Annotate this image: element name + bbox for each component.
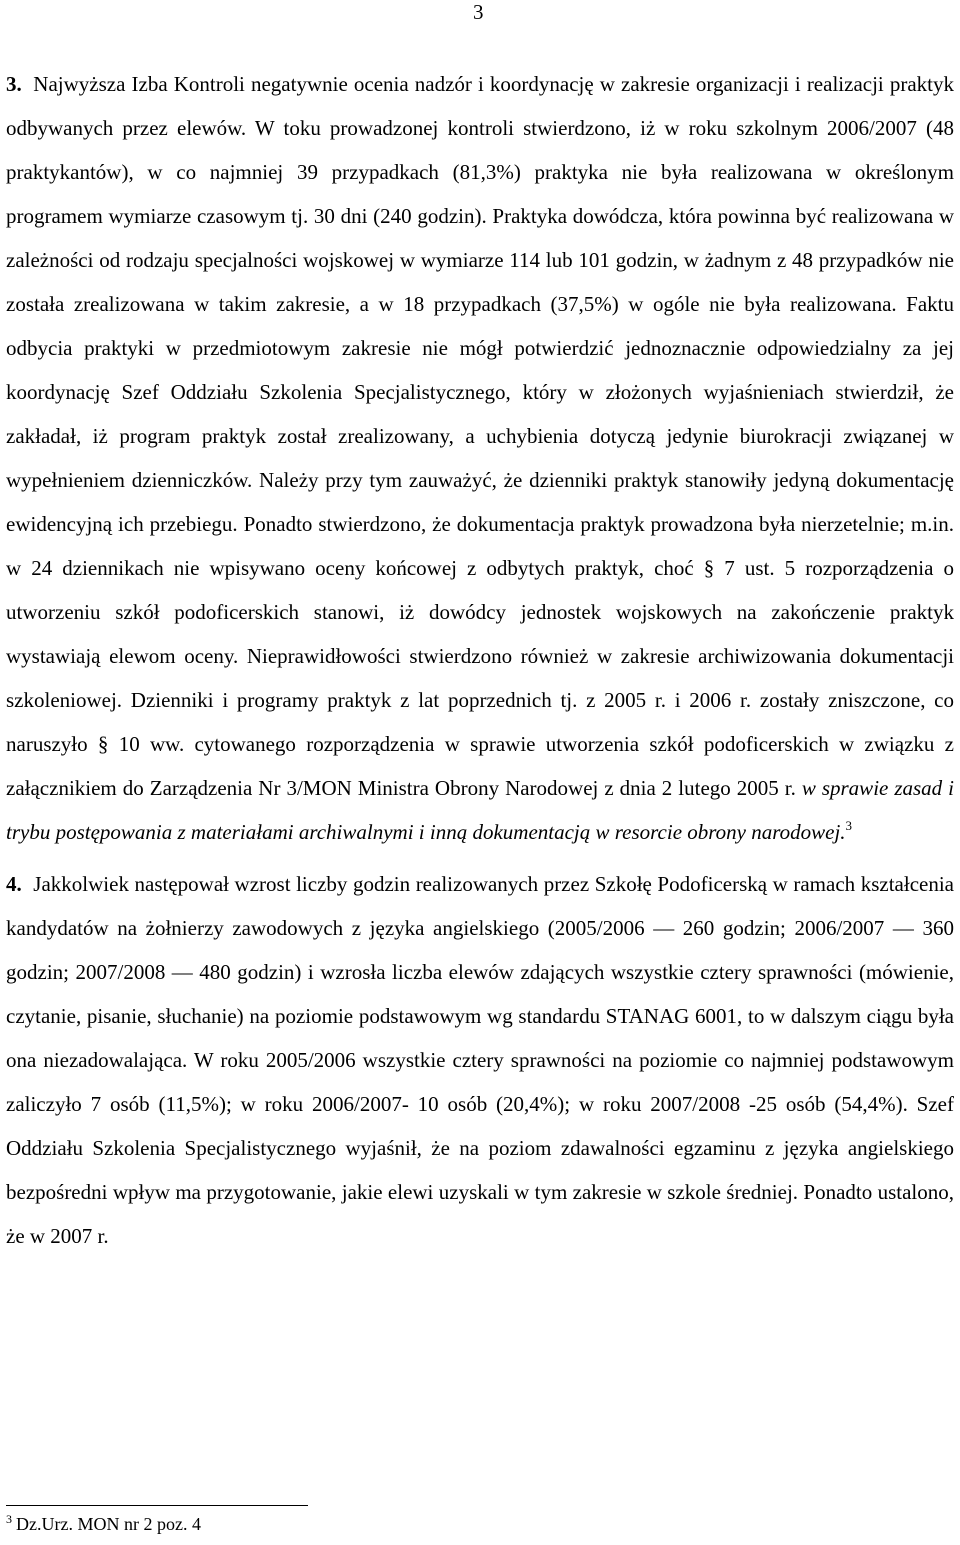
section-3-text: Najwyższa Izba Kontroli negatywnie ocenia nadzór i koordynację w zakresie organizacji i realizacji praktyk odbywanych przez elewów. W toku prowadzonej kontroli stwierdzono, iż w roku szkolnym 2006/2007 (48 praktykantów), w co najmniej 39 przypadkach (81,3%) praktyka nie była realizowana w określonym programem wymiarze czasowym tj. 30 dni (240 godzin). Praktyka dowódcza, która powinna być realizowana w zależności od rodzaju specjalności wojskowej w wymiarze 114 lub 101 godzin, w żadnym z 48 przypadków nie została zrealizowana w takim zakresie, a w 18 przypadkach (37,5%) w ogóle nie była realizowana. Faktu odbycia praktyki w przedmiotowym zakresie nie mógł potwierdzić jednoznacznie odpowiedzialny za jej koordynację Szef Oddziału Szkolenia Specjalistycznego, który w złożonych wyjaśnieniach stwierdził, że zakładał, iż program praktyk został zrealizowany, a uchybienia dotyczą jedynie biurokracji związanej w wypełnieniem dzienniczków. Należy przy tym zauważyć, że dzienniki praktyk stanowiły jedyną dokumentację ewidencyjną ich przebiegu. Ponadto stwierdzono, że dokumentacja praktyk prowadzona była nierzetelnie; m.in. w 24 dziennikach nie wpisywano oceny końcowej z odbytych praktyk, choć § 7 ust. 5 rozporządzenia o utworzeniu szkół podoficerskich stanowi, iż dowódcy jednostek wojskowych na zakończenie praktyk wystawiają elewom oceny. Nieprawidłowości stwierdzono również w zakresie archiwizowania dokumentacji szkoleniowej. Dzienniki i programy praktyk z lat poprzednich tj. z 2005 r. i 2006 r. zostały zniszczone, co naruszyło § 10 ww. cytowanego rozporządzenia w sprawie utworzenia szkół podoficerskich w związku z załącznikiem do Zarządzenia Nr 3/MON Ministra Obrony Narodowej z dnia 2 lutego 2005 r. bbox=[6, 72, 954, 800]
section-3-italic-text: w sprawie zasad i trybu postępowania z materiałami archiwalnymi i inną dokumentacją w resorcie obrony narodowej. bbox=[6, 776, 954, 844]
section-4-number: 4. bbox=[6, 872, 22, 896]
footnote-divider bbox=[6, 1505, 308, 1506]
footnote-reference: 3 bbox=[845, 818, 853, 833]
section-3-paragraph bbox=[6, 62, 954, 854]
section-3-number: 3. bbox=[6, 72, 22, 96]
footnote bbox=[6, 1512, 201, 1536]
document-body bbox=[6, 62, 954, 1258]
section-4-paragraph bbox=[6, 862, 954, 1258]
footnote-text: Dz.Urz. MON nr 2 poz. 4 bbox=[16, 1514, 201, 1534]
section-4-text: Jakkolwiek następował wzrost liczby godzin realizowanych przez Szkołę Podoficerską w ramach kształcenia kandydatów na żołnierzy zawodowych z języka angielskiego (2005/2006 — 260 godzin; 2006/2007 — 360 godzin; 2007/2008 — 480 godzin) i wzrosła liczba elewów zdających wszystkie cztery sprawności (mówienie, czytanie, pisanie, słuchanie) na poziomie podstawowym wg standardu STANAG 6001, to w dalszym ciągu była ona niezadowalająca. W roku 2005/2006 wszystkie cztery sprawności na poziomie co najmniej podstawowym zaliczyło 7 osób (11,5%); w roku 2006/2007- 10 osób (20,4%); w roku 2007/2008 -25 osób (54,4%). Szef Oddziału Szkolenia Specjalistycznego wyjaśnił, że na poziom zdawalności egzaminu z języka angielskiego bezpośredni wpływ ma przygotowanie, jakie elewi uzyskali w tym zakresie w szkole średniej. Ponadto ustalono, że w 2007 r. bbox=[6, 872, 954, 1248]
footnote-marker: 3 bbox=[6, 1512, 12, 1526]
page-number: 3 bbox=[473, 0, 484, 24]
